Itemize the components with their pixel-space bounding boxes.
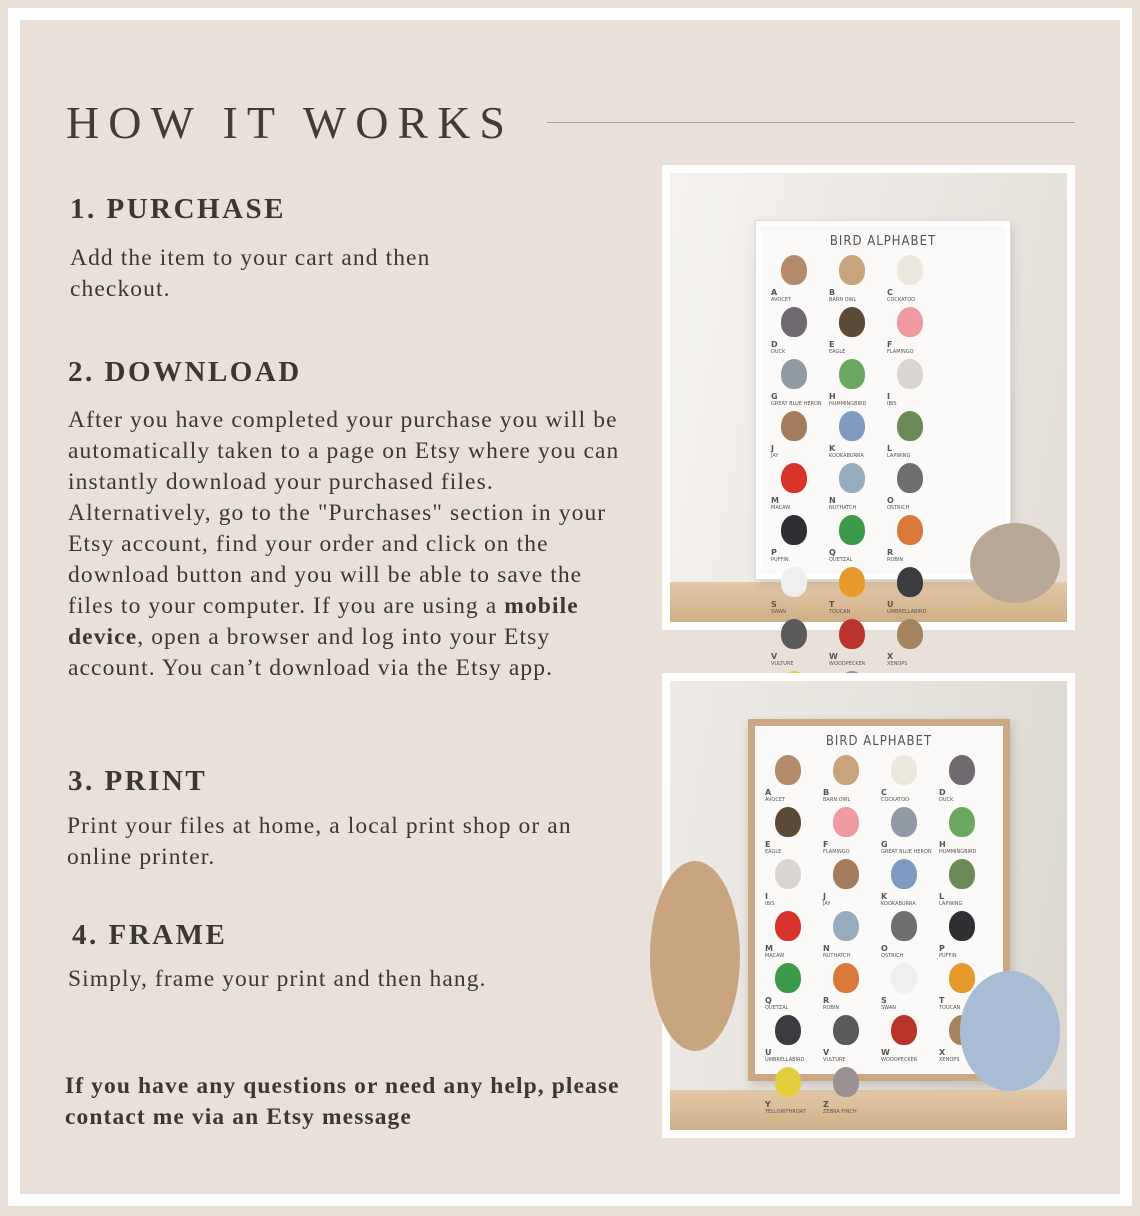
bird-shape (897, 307, 923, 337)
bird-shape (839, 515, 865, 545)
bird-label (829, 444, 864, 459)
bird-label (823, 1100, 857, 1115)
bird-illustration (879, 805, 935, 855)
bird-illustration (763, 909, 819, 959)
bird-label (771, 652, 794, 667)
bird-shape (891, 963, 917, 993)
bird-shape (833, 807, 859, 837)
bird-shape (897, 567, 923, 597)
bird-illustration (937, 805, 993, 855)
bird-illustration (879, 857, 935, 907)
step-frame-text: Simply, frame your print and then hang. (68, 966, 487, 992)
bird-illustration (885, 461, 941, 511)
bird-letter: F (823, 840, 829, 849)
bird-illustration (763, 857, 819, 907)
bird-shape (833, 963, 859, 993)
bird-letter: L (939, 892, 945, 901)
bird-name: OSTRICH (887, 505, 910, 511)
bird-illustration (769, 253, 825, 303)
bird-name: WOODPECKER (829, 661, 866, 667)
bird-illustration (769, 617, 825, 667)
bird-shape (781, 359, 807, 389)
bird-name: AVOCET (771, 297, 792, 303)
bird-label (765, 1048, 804, 1063)
bird-name: SWAN (771, 609, 787, 615)
bird-shape (839, 307, 865, 337)
bird-label (939, 788, 953, 803)
bird-shape (839, 567, 865, 597)
bird-name: HUMMINGBIRD (939, 849, 977, 855)
title-divider (547, 122, 1075, 123)
bird-name: XENOPS (887, 661, 908, 667)
bird-letter: M (771, 496, 779, 505)
bird-illustration (827, 409, 883, 459)
bird-name: QUETZAL (829, 557, 853, 563)
bird-letter: G (771, 392, 778, 401)
bird-illustration (885, 513, 941, 563)
contact-note: If you have any questions or need any help, please contact me via an Etsy message (65, 1073, 620, 1130)
bird-shape (897, 359, 923, 389)
bird-label (771, 392, 822, 407)
bird-label (939, 1048, 959, 1063)
bird-label (771, 288, 791, 303)
bird-illustration (879, 909, 935, 959)
bird-name: BARN OWL (829, 297, 857, 303)
bird-letter: M (765, 944, 773, 953)
bird-label (881, 788, 909, 803)
bird-name: UMBRELLABIRD (765, 1057, 805, 1063)
bird-letter: J (823, 892, 826, 901)
bird-shape (949, 963, 975, 993)
bird-letter: T (829, 600, 835, 609)
bird-illustration (821, 753, 877, 803)
bird-label (765, 840, 781, 855)
bird-letter: U (887, 600, 894, 609)
bird-name: FLAMINGO (823, 849, 850, 855)
bird-letter: U (765, 1048, 772, 1057)
bird-letter: N (823, 944, 830, 953)
bird-letter: K (829, 444, 836, 453)
bird-illustration (769, 565, 825, 615)
bird-letter: V (823, 1048, 830, 1057)
bird-label (823, 840, 850, 855)
bird-name: NUTHATCH (829, 505, 857, 511)
bird-letter: I (887, 392, 890, 401)
bird-illustration (879, 1013, 935, 1063)
bird-letter: S (771, 600, 777, 609)
bird-name: ROBIN (887, 557, 904, 563)
bird-name: YELLOWTHROAT (765, 1109, 806, 1115)
bird-name: QUETZAL (765, 1005, 789, 1011)
bird-letter: W (881, 1048, 890, 1057)
bird-shape (891, 755, 917, 785)
bird-shape (891, 1015, 917, 1045)
bird-illustration (885, 617, 941, 667)
bird-illustration (879, 961, 935, 1011)
bird-letter: W (829, 652, 838, 661)
bird-shape (891, 859, 917, 889)
bird-letter: I (765, 892, 768, 901)
bird-letter: H (829, 392, 836, 401)
bird-label (771, 496, 790, 511)
bird-name: VULTURE (771, 661, 794, 667)
bird-shape (949, 807, 975, 837)
bird-illustration (885, 409, 941, 459)
bird-illustration (763, 805, 819, 855)
poster-title: BIRD ALPHABET (829, 234, 937, 249)
bird-label (939, 996, 960, 1011)
bird-letter: J (771, 444, 774, 453)
bird-letter: F (887, 340, 893, 349)
bird-shape (775, 859, 801, 889)
bird-name: COCKATOO (887, 297, 916, 303)
bird-name: EAGLE (829, 349, 846, 355)
bird-letter: B (829, 288, 836, 297)
bird-letter: Y (765, 1100, 771, 1109)
bird-name: MACAW (765, 953, 785, 959)
bird-shape (839, 411, 865, 441)
bird-shape (897, 255, 923, 285)
plush-bunny-blue (960, 971, 1060, 1091)
bird-illustration (763, 961, 819, 1011)
bird-illustration (821, 857, 877, 907)
bird-shape (833, 755, 859, 785)
bird-shape (781, 307, 807, 337)
step-download-text (68, 405, 628, 684)
bird-shape (775, 963, 801, 993)
bird-name: PUFFIN (939, 953, 957, 959)
bird-label (881, 892, 916, 907)
bird-illustration (769, 461, 825, 511)
bird-name: AVOCET (765, 797, 786, 803)
bird-shape (839, 463, 865, 493)
bird-label (881, 996, 896, 1011)
bird-name: LAPWING (939, 901, 963, 907)
step-print-heading: 3. PRINT (68, 765, 208, 797)
plush-bunny (970, 523, 1060, 603)
bird-illustration (885, 565, 941, 615)
bird-label (829, 548, 852, 563)
bird-illustration (827, 617, 883, 667)
bird-label (765, 788, 785, 803)
bird-illustration (763, 1065, 819, 1115)
bird-illustration (827, 305, 883, 355)
bird-letter: D (939, 788, 946, 797)
bird-letter: R (823, 996, 830, 1005)
bird-letter: N (829, 496, 836, 505)
bird-letter: A (765, 788, 772, 797)
bird-letter: E (765, 840, 771, 849)
bird-label (771, 548, 789, 563)
step-print-text: Print your files at home, a local print shop or an online printer. (67, 813, 572, 870)
bird-letter: O (881, 944, 888, 953)
bird-shape (839, 619, 865, 649)
bird-illustration (769, 409, 825, 459)
bird-letter: S (881, 996, 887, 1005)
bird-shape (897, 411, 923, 441)
bird-shape (833, 1067, 859, 1097)
bird-shape (949, 755, 975, 785)
bird-shape (839, 359, 865, 389)
bird-shape (897, 463, 923, 493)
bird-grid (769, 253, 997, 719)
bird-name: GREAT BLUE HERON (881, 849, 932, 855)
bird-letter: K (881, 892, 888, 901)
bird-illustration (885, 253, 941, 303)
bird-illustration (769, 357, 825, 407)
bird-name: IBIS (765, 901, 775, 907)
bird-label (771, 600, 786, 615)
bird-letter: T (939, 996, 945, 1005)
download-text-part: After you have completed your purchase you will be automatically taken to a page on Etsy where you can instantly download your purchased files. Alternatively, go to the "Purchases" section in your Etsy account, find your order and click on the download button and you will be able to save the files to your computer. If you are using a (68, 407, 620, 619)
bird-shape (949, 911, 975, 941)
bird-name: MACAW (771, 505, 791, 511)
bird-label (765, 892, 775, 907)
bird-name: XENOPS (939, 1057, 960, 1063)
bird-letter: G (881, 840, 888, 849)
teddy-bear (650, 861, 740, 1051)
bird-shape (949, 859, 975, 889)
bird-shape (781, 411, 807, 441)
bird-label (939, 944, 957, 959)
bird-name: OSTRICH (881, 953, 904, 959)
bird-label (887, 652, 907, 667)
bird-illustration (879, 753, 935, 803)
bird-illustration (827, 461, 883, 511)
bird-illustration (827, 357, 883, 407)
download-text-bold: mobile device (68, 593, 579, 650)
bird-label (887, 496, 909, 511)
bird-letter: O (887, 496, 894, 505)
bird-illustration (763, 1013, 819, 1063)
bird-shape (897, 515, 923, 545)
bird-illustration (827, 513, 883, 563)
bird-letter: C (887, 288, 893, 297)
mockup-photo-wood-frame (662, 673, 1075, 1138)
poster-title: BIRD ALPHABET (825, 734, 933, 749)
bird-label (887, 600, 926, 615)
bird-shape (833, 859, 859, 889)
bird-name: UMBRELLABIRD (887, 609, 927, 615)
bird-letter: A (771, 288, 778, 297)
bird-label (765, 1100, 806, 1115)
bird-letter: L (887, 444, 893, 453)
bird-letter: E (829, 340, 835, 349)
bird-letter: R (887, 548, 894, 557)
bird-label (823, 996, 839, 1011)
bird-label (887, 548, 903, 563)
bird-label (823, 788, 850, 803)
bird-shape (775, 911, 801, 941)
bird-label (829, 496, 856, 511)
bird-label (771, 444, 778, 459)
mockup-photo-white-frame (662, 165, 1075, 667)
bird-shape (833, 1015, 859, 1045)
bird-label (887, 392, 897, 407)
bird-illustration (885, 305, 941, 355)
bird-name: JAY (823, 901, 831, 907)
bird-label (881, 1048, 917, 1063)
bird-letter: C (881, 788, 887, 797)
bird-label (765, 996, 788, 1011)
bird-illustration (827, 253, 883, 303)
bird-illustration (763, 753, 819, 803)
bird-letter: B (823, 788, 830, 797)
bird-label (881, 944, 903, 959)
bird-label (887, 340, 914, 355)
bird-letter: Q (765, 996, 772, 1005)
step-frame-heading: 4. FRAME (72, 919, 228, 951)
bird-illustration (827, 565, 883, 615)
bird-grid (763, 753, 995, 1115)
bird-label (829, 392, 866, 407)
bird-letter: D (771, 340, 778, 349)
bird-label (823, 1048, 846, 1063)
bird-name: HUMMINGBIRD (829, 401, 867, 407)
bird-label (823, 892, 830, 907)
bird-shape (833, 911, 859, 941)
bird-shape (891, 911, 917, 941)
bird-letter: P (939, 944, 945, 953)
bird-illustration (821, 909, 877, 959)
bird-name: GREAT BLUE HERON (771, 401, 822, 407)
bird-letter: P (771, 548, 777, 557)
bird-illustration (937, 753, 993, 803)
bird-letter: Z (823, 1100, 829, 1109)
bird-shape (775, 1067, 801, 1097)
bird-label (881, 840, 932, 855)
bird-name: LAPWING (887, 453, 911, 459)
bird-name: BARN OWL (823, 797, 851, 803)
bird-name: KOOKABURRA (881, 901, 916, 907)
bird-label (829, 600, 850, 615)
bird-name: TOUCAN (939, 1005, 961, 1011)
step-purchase-heading: 1. PURCHASE (70, 193, 287, 225)
bird-name: EAGLE (765, 849, 782, 855)
bird-label (887, 444, 910, 459)
bird-shape (781, 515, 807, 545)
bird-name: KOOKABURRA (829, 453, 864, 459)
bird-illustration (821, 961, 877, 1011)
bird-name: COCKATOO (881, 797, 910, 803)
bird-shape (891, 807, 917, 837)
bird-illustration (769, 305, 825, 355)
bird-name: TOUCAN (829, 609, 851, 615)
page-title: HOW IT WORKS (66, 97, 514, 148)
bird-letter: H (939, 840, 946, 849)
bird-shape (775, 1015, 801, 1045)
bird-name: SWAN (881, 1005, 897, 1011)
bird-shape (781, 255, 807, 285)
bird-label (939, 892, 962, 907)
bird-name: VULTURE (823, 1057, 846, 1063)
bird-shape (775, 755, 801, 785)
bird-illustration (769, 513, 825, 563)
bird-illustration (937, 909, 993, 959)
step-download-heading: 2. DOWNLOAD (68, 356, 302, 388)
bird-shape (839, 255, 865, 285)
bird-illustration (885, 357, 941, 407)
bird-label (887, 288, 915, 303)
bird-letter: X (939, 1048, 946, 1057)
bird-letter: X (887, 652, 894, 661)
bird-shape (781, 619, 807, 649)
bird-label (829, 288, 856, 303)
bird-letter: V (771, 652, 778, 661)
bird-name: ZEBRA FINCH (823, 1109, 857, 1115)
bird-illustration (821, 1013, 877, 1063)
bird-letter: Q (829, 548, 836, 557)
bird-name: PUFFIN (771, 557, 789, 563)
bird-name: ROBIN (823, 1005, 840, 1011)
bird-alphabet-poster (756, 221, 1010, 667)
bird-name: DUCK (771, 349, 786, 355)
bird-name: NUTHATCH (823, 953, 851, 959)
bird-name: JAY (771, 453, 779, 459)
bird-name: WOODPECKER (881, 1057, 918, 1063)
bird-illustration (821, 805, 877, 855)
bird-label (829, 652, 865, 667)
bird-shape (775, 807, 801, 837)
bird-label (771, 340, 785, 355)
bird-shape (781, 567, 807, 597)
bird-shape (781, 463, 807, 493)
bird-illustration (821, 1065, 877, 1115)
bird-label (765, 944, 784, 959)
bird-illustration (937, 857, 993, 907)
download-text-part: , open a browser and log into your Etsy account. You can’t download via the Etsy app. (68, 624, 554, 681)
bird-shape (897, 619, 923, 649)
bird-label (823, 944, 850, 959)
bird-name: DUCK (939, 797, 954, 803)
bird-label (829, 340, 845, 355)
step-purchase-text: Add the item to your cart and then checkout. (70, 245, 431, 302)
bird-name: FLAMINGO (887, 349, 914, 355)
bird-name: IBIS (887, 401, 897, 407)
bird-label (939, 840, 976, 855)
